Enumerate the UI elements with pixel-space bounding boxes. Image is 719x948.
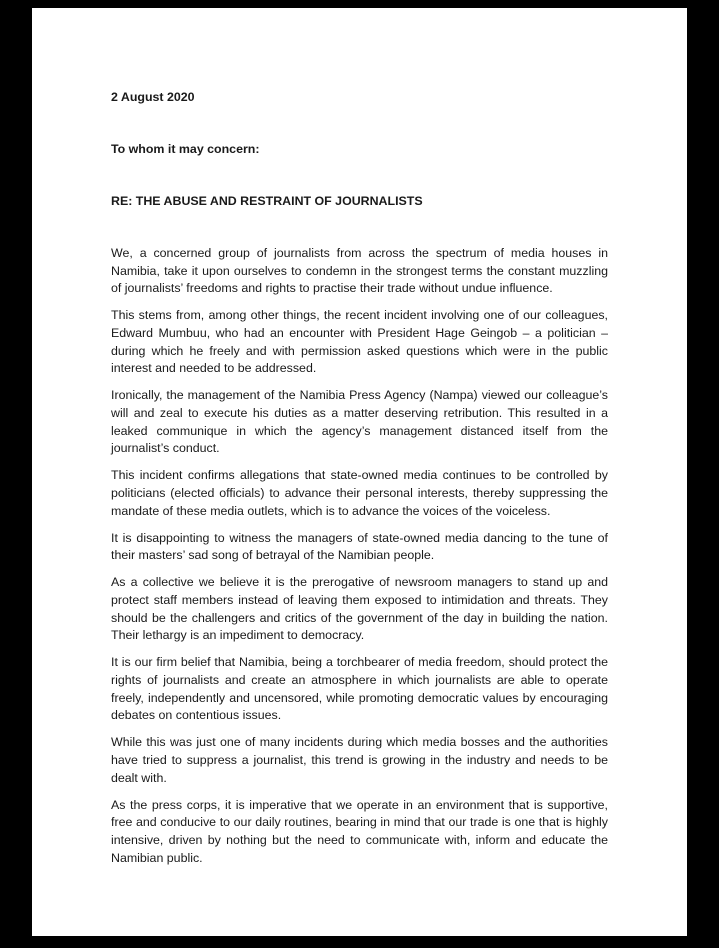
paragraph: As the press corps, it is imperative that we operate in an environment that is supportive, free and conducive to our daily routines, bearing in mind that our trade is one that is highly intensive, driven by nothing but the need to communicate with, inform and educate the Namibian public. [111, 797, 608, 865]
paragraph: While this was just one of many incidents during which media bosses and the authorities have tried to suppress a journalist, this trend is growing in the industry and needs to be dealt with. [111, 735, 608, 785]
paragraph: This stems from, among other things, the recent incident involving one of our colleagues, Edward Mumbuu, who had an encounter with President Hage Geingob – a politician – during which he freely and with permission asked questions which were in the public interest and needed to be addressed. [111, 308, 608, 376]
letter-subject: RE: THE ABUSE AND RESTRAINT OF JOURNALISTS [111, 194, 423, 208]
letter-page [32, 8, 687, 936]
paragraph: We, a concerned group of journalists from across the spectrum of media houses in Namibia, take it upon ourselves to condemn in the strongest terms the constant muzzling of journalists’ freedoms and rights to practise their trade without undue influence. [111, 246, 608, 296]
letter-salutation: To whom it may concern: [111, 142, 260, 156]
paragraph: Ironically, the management of the Namibia Press Agency (Nampa) viewed our colleague’s will and zeal to execute his duties as a matter deserving retribution. This resulted in a leaked communique in which the agency’s management distanced itself from the journalist’s conduct. [111, 388, 608, 456]
paragraph: It is our firm belief that Namibia, being a torchbearer of media freedom, should protect the rights of journalists and create an atmosphere in which journalists are able to operate freely, independently and uncensored, while promoting democratic values by encouraging debates on contentious issues. [111, 655, 608, 723]
paragraph: This incident confirms allegations that state-owned media continues to be controlled by politicians (elected officials) to advance their personal interests, thereby suppressing the mandate of these media outlets, which is to advance the voices of the voiceless. [111, 468, 608, 518]
paragraph: As a collective we believe it is the prerogative of newsroom managers to stand up and protect staff members instead of leaving them exposed to intimidation and threats. They should be the challengers and critics of the government of the day in building the nation. Their lethargy is an impediment to democracy. [111, 575, 608, 643]
letter-date: 2 August 2020 [111, 90, 195, 104]
paragraph: It is disappointing to witness the managers of state-owned media dancing to the tune of their masters’ sad song of betrayal of the Namibian people. [111, 530, 608, 563]
letter-body [111, 245, 608, 877]
